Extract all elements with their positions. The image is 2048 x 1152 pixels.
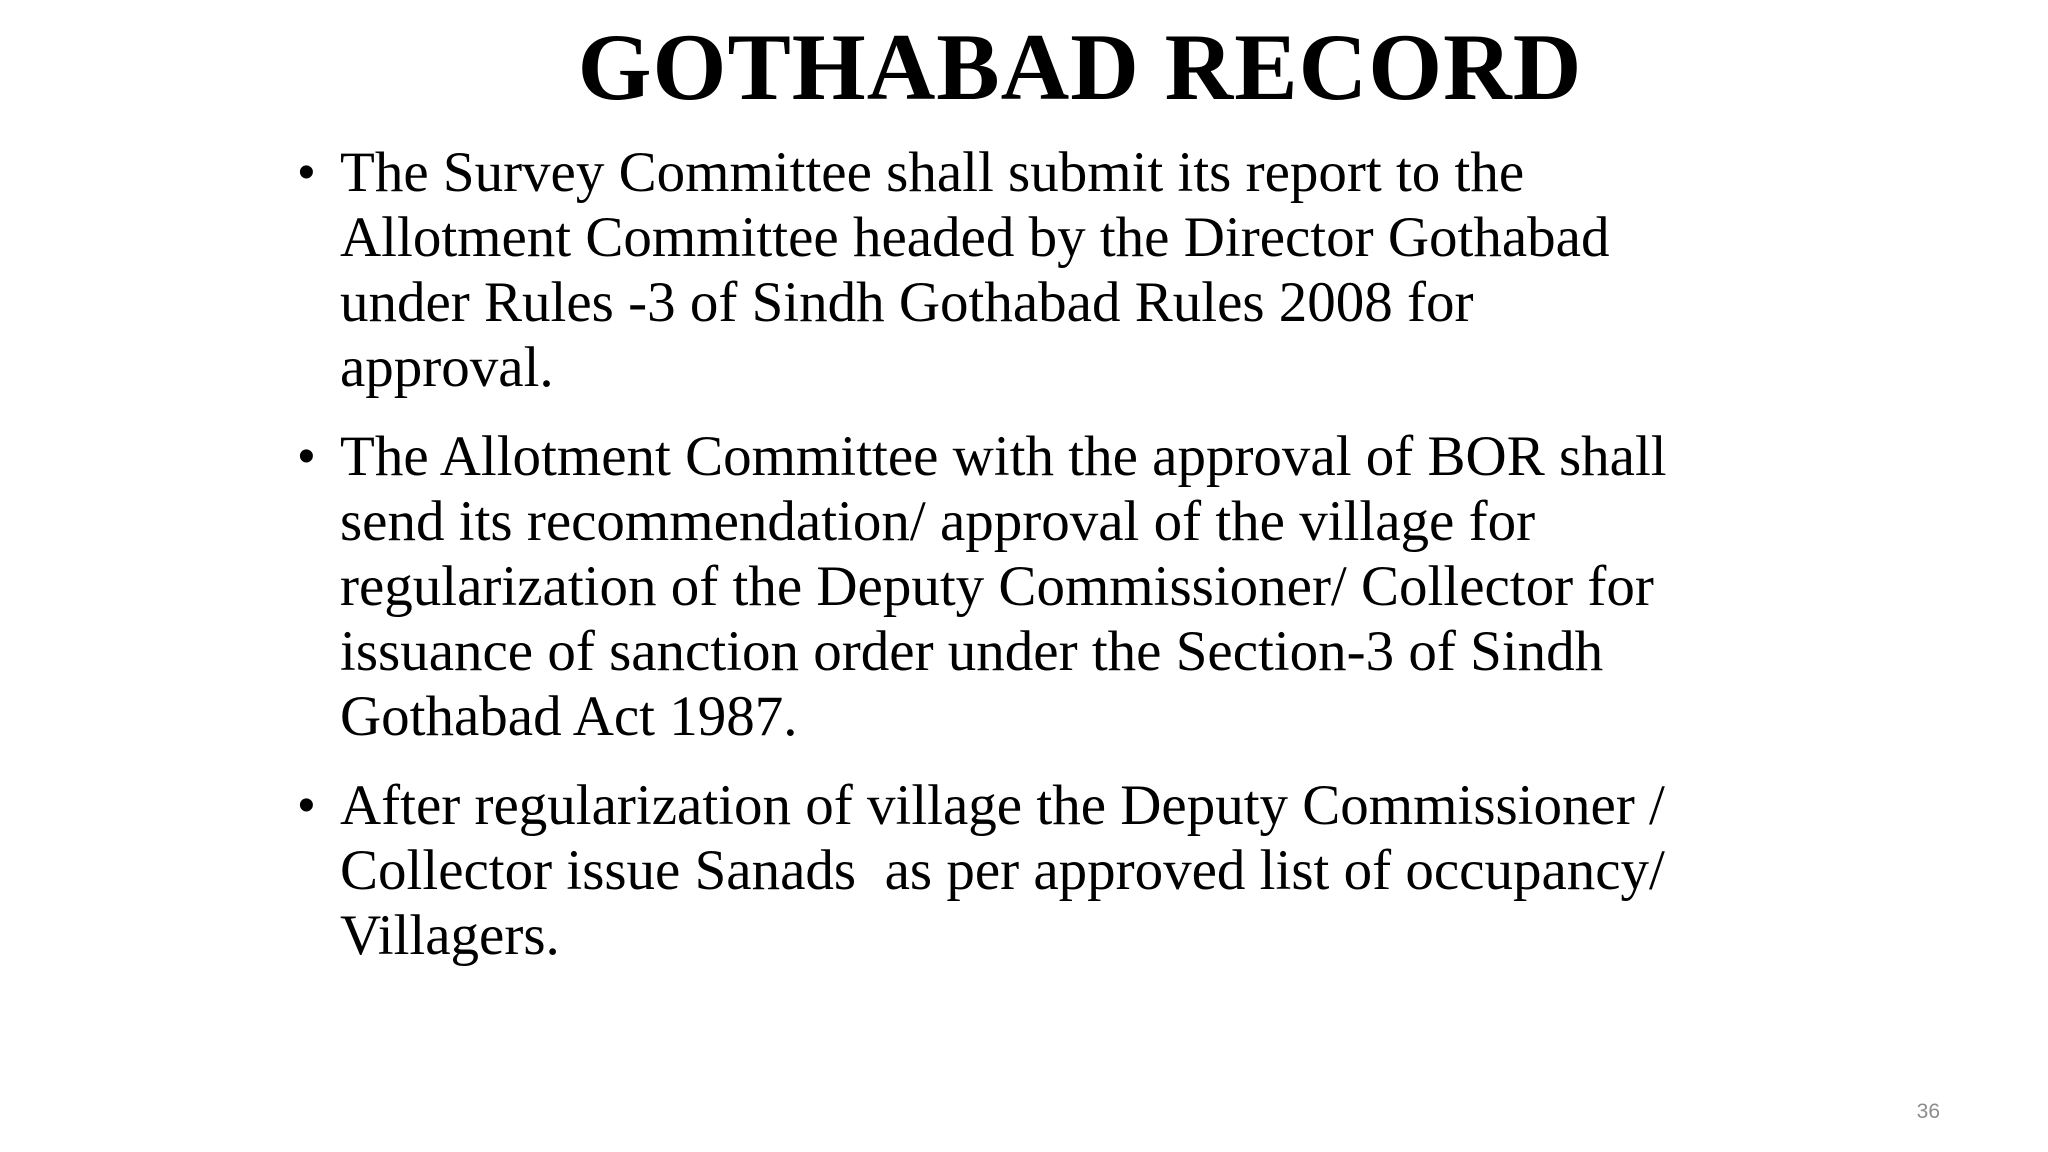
bullet-text-line: send its recommendation/ approval of the village for xyxy=(340,490,1536,553)
bullet-item xyxy=(298,773,1778,968)
page-number: 36 xyxy=(1916,1100,1940,1123)
bullet-text-line: The Allotment Committee with the approval of BOR shall xyxy=(340,425,1667,488)
bullet-text-line: regularization of the Deputy Commissioner/ Collector for xyxy=(340,555,1654,618)
bullet-text-line: The Survey Committee shall submit its report to the xyxy=(340,141,1525,204)
bullet-text-line: After regularization of village the Deputy Commissioner / xyxy=(340,774,1665,837)
bullet-text-line: issuance of sanction order under the Section-3 of Sindh xyxy=(340,620,1604,683)
bullet-text-line: Collector issue Sanads as per approved list of occupancy/ xyxy=(340,839,1665,902)
slide-title: GOTHABAD RECORD xyxy=(577,14,1583,120)
bullet-text-line: approval. xyxy=(340,336,554,399)
bullet-item xyxy=(298,140,1778,400)
bullet-text-line: under Rules -3 of Sindh Gothabad Rules 2008 for xyxy=(340,271,1474,334)
bullet-text-line: Gothabad Act 1987. xyxy=(340,685,798,748)
bullet-marker: • xyxy=(298,430,315,483)
bullet-marker: • xyxy=(298,146,315,199)
bullet-marker: • xyxy=(298,779,315,832)
bullet-item xyxy=(298,424,1778,749)
bullet-text-line: Villagers. xyxy=(340,904,560,967)
bullet-text-line: Allotment Committee headed by the Director Gothabad xyxy=(340,206,1610,269)
bullet-list xyxy=(298,140,1778,992)
